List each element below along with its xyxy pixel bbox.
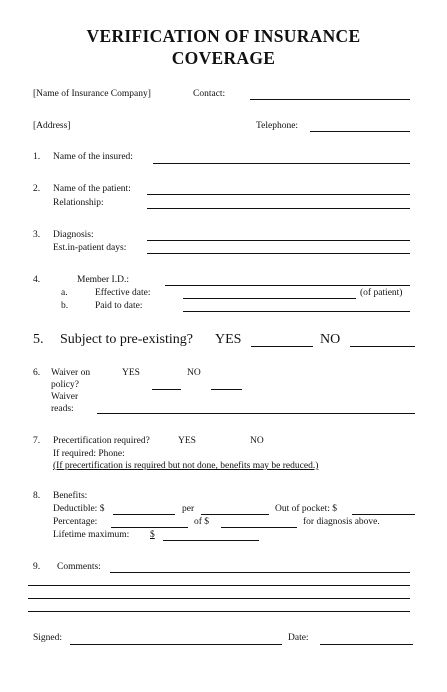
pre-existing-no-line[interactable]	[350, 346, 415, 347]
paid-to-date-line[interactable]	[183, 311, 410, 312]
date-label: Date:	[288, 633, 309, 643]
insured-name-line[interactable]	[153, 163, 410, 164]
precert-phone-label: If required: Phone:	[53, 449, 125, 459]
sub-a-marker: a.	[61, 288, 68, 298]
for-diagnosis-label: for diagnosis above.	[303, 517, 380, 527]
sub-b-marker: b.	[61, 301, 69, 311]
relationship-line[interactable]	[147, 208, 410, 209]
percentage-label: Percentage:	[53, 517, 98, 527]
contact-label: Contact:	[193, 89, 226, 99]
lifetime-max-line[interactable]	[163, 540, 259, 541]
member-id-label: Member I.D.:	[77, 275, 129, 285]
comments-line-3[interactable]	[28, 598, 410, 599]
precert-yes-label: YES	[178, 436, 196, 446]
item-5-number: 5.	[33, 332, 44, 347]
reads-label: reads:	[51, 404, 74, 414]
inpatient-days-line[interactable]	[147, 253, 410, 254]
effective-date-label: Effective date:	[95, 288, 151, 298]
pre-existing-yes-label: YES	[215, 332, 242, 347]
paid-to-date-label: Paid to date:	[95, 301, 143, 311]
item-8-number: 8.	[33, 491, 41, 501]
effective-date-line[interactable]	[183, 298, 356, 299]
address-label: [Address]	[33, 121, 71, 131]
diagnosis-line[interactable]	[147, 240, 410, 241]
deductible-line[interactable]	[113, 514, 175, 515]
waiver-no-label: NO	[187, 368, 201, 378]
date-line[interactable]	[320, 644, 413, 645]
lifetime-dollar-sign: $	[150, 530, 155, 540]
out-of-pocket-line[interactable]	[352, 514, 415, 515]
out-of-pocket-label: Out of pocket: $	[275, 504, 338, 514]
percentage-line[interactable]	[111, 527, 188, 528]
of-dollar-line[interactable]	[221, 527, 297, 528]
item-9-number: 9.	[33, 562, 41, 572]
comments-line-2[interactable]	[28, 585, 410, 586]
telephone-line[interactable]	[310, 131, 410, 132]
waiver-on-label: Waiver on	[51, 368, 91, 378]
diagnosis-label: Diagnosis:	[53, 230, 94, 240]
patient-name-label: Name of the patient:	[53, 184, 131, 194]
of-patient-label: (of patient)	[360, 288, 403, 298]
form-title-line2: COVERAGE	[171, 48, 276, 68]
item-4-number: 4.	[33, 275, 41, 285]
per-label: per	[182, 504, 195, 514]
waiver-no-line[interactable]	[211, 389, 242, 390]
relationship-label: Relationship:	[53, 198, 104, 208]
of-dollar-label: of $	[194, 517, 210, 527]
item-7-number: 7.	[33, 436, 41, 446]
item-1-number: 1.	[33, 152, 41, 162]
comments-line-4[interactable]	[28, 611, 410, 612]
comments-label: Comments:	[57, 562, 101, 572]
contact-line[interactable]	[250, 99, 410, 100]
item-2-number: 2.	[33, 184, 41, 194]
per-line[interactable]	[201, 514, 269, 515]
deductible-label: Deductible: $	[53, 504, 105, 514]
policy-label: policy?	[51, 380, 79, 390]
pre-existing-no-label: NO	[320, 332, 341, 347]
signed-label: Signed:	[33, 633, 63, 643]
item-3-number: 3.	[33, 230, 41, 240]
pre-existing-yes-line[interactable]	[251, 346, 313, 347]
member-id-line[interactable]	[165, 285, 410, 286]
form-title-line1: VERIFICATION OF INSURANCE	[86, 26, 361, 46]
precert-label: Precertification required?	[53, 436, 150, 446]
comments-line-1[interactable]	[110, 572, 410, 573]
benefits-label: Benefits:	[53, 491, 88, 501]
insured-name-label: Name of the insured:	[53, 152, 133, 162]
insurance-company-name: [Name of Insurance Company]	[33, 89, 151, 99]
waiver-label: Waiver	[51, 392, 79, 402]
waiver-reads-line[interactable]	[97, 413, 415, 414]
item-6-number: 6.	[33, 368, 41, 378]
patient-name-line[interactable]	[147, 194, 410, 195]
telephone-label: Telephone:	[256, 121, 299, 131]
inpatient-days-label: Est.in-patient days:	[53, 243, 127, 253]
lifetime-max-label: Lifetime maximum:	[53, 530, 130, 540]
pre-existing-label: Subject to pre-existing?	[60, 332, 193, 347]
precert-no-label: NO	[250, 436, 264, 446]
waiver-yes-label: YES	[122, 368, 140, 378]
signature-line[interactable]	[70, 644, 282, 645]
waiver-yes-line[interactable]	[152, 389, 181, 390]
precert-note: (If precertification is required but not done, benefits may be reduced.)	[53, 461, 319, 471]
